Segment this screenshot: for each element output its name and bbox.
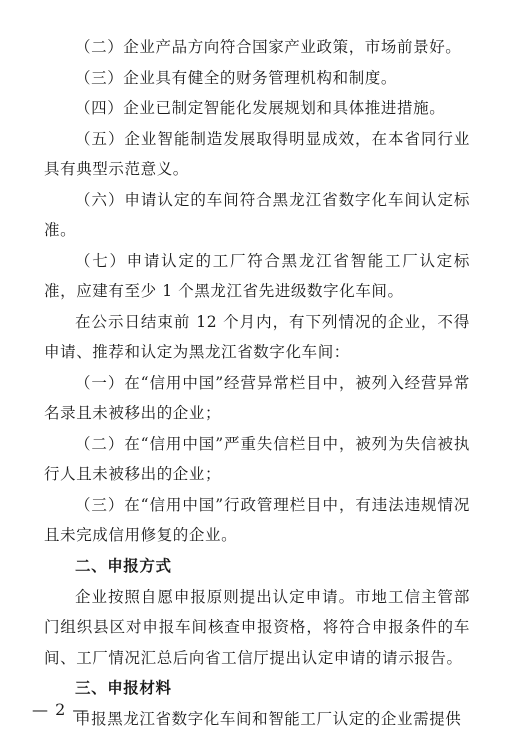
- criterion-5: （五）企业智能制造发展取得明显成效，在本省同行业具有典型示范意义。: [44, 129, 470, 178]
- application-materials-text: 申报黑龙江省数字化车间和智能工厂认定的企业需提供: [75, 710, 462, 728]
- application-method-text: 企业按照自愿申报原则提出认定申请。市地工信主管部门组织县区对申报车间核查申报资格，将符合申报条件的车间、工厂情况汇总后向省工信厅提出认定申请的请示报告。: [44, 587, 470, 667]
- exclusion-2: （二）在“信用中国”严重失信栏目中，被列为失信被执行人且未被移出的企业；: [44, 434, 470, 483]
- exclusion-3: （三）在“信用中国”行政管理栏目中，有违法违规情况且未完成信用修复的企业。: [44, 495, 470, 544]
- criterion-7: （七）申请认定的工厂符合黑龙江省智能工厂认定标准，应建有至少 1 个黑龙江省先进级数字化车间。: [44, 251, 470, 300]
- criterion-6: （六）申请认定的车间符合黑龙江省数字化车间认定标准。: [44, 190, 470, 239]
- criterion-4: （四）企业已制定智能化发展规划和具体推进措施。: [75, 99, 446, 117]
- criterion-3: （三）企业具有健全的财务管理机构和制度。: [75, 68, 398, 87]
- exclusion-intro: 在公示日结束前 12 个月内，有下列情况的企业，不得申请、推荐和认定为黑龙江省数字化车间：: [44, 312, 470, 361]
- exclusion-1: （一）在“信用中国”经营异常栏目中，被列入经营异常名录且未被移出的企业；: [44, 373, 470, 422]
- section-heading-application-materials: 三、申报材料: [75, 679, 172, 697]
- criterion-2: （二）企业产品方向符合国家产业政策，市场前景好。: [75, 38, 462, 56]
- section-heading-application-method: 二、申报方式: [75, 556, 172, 575]
- page-number: — 2 —: [32, 700, 90, 719]
